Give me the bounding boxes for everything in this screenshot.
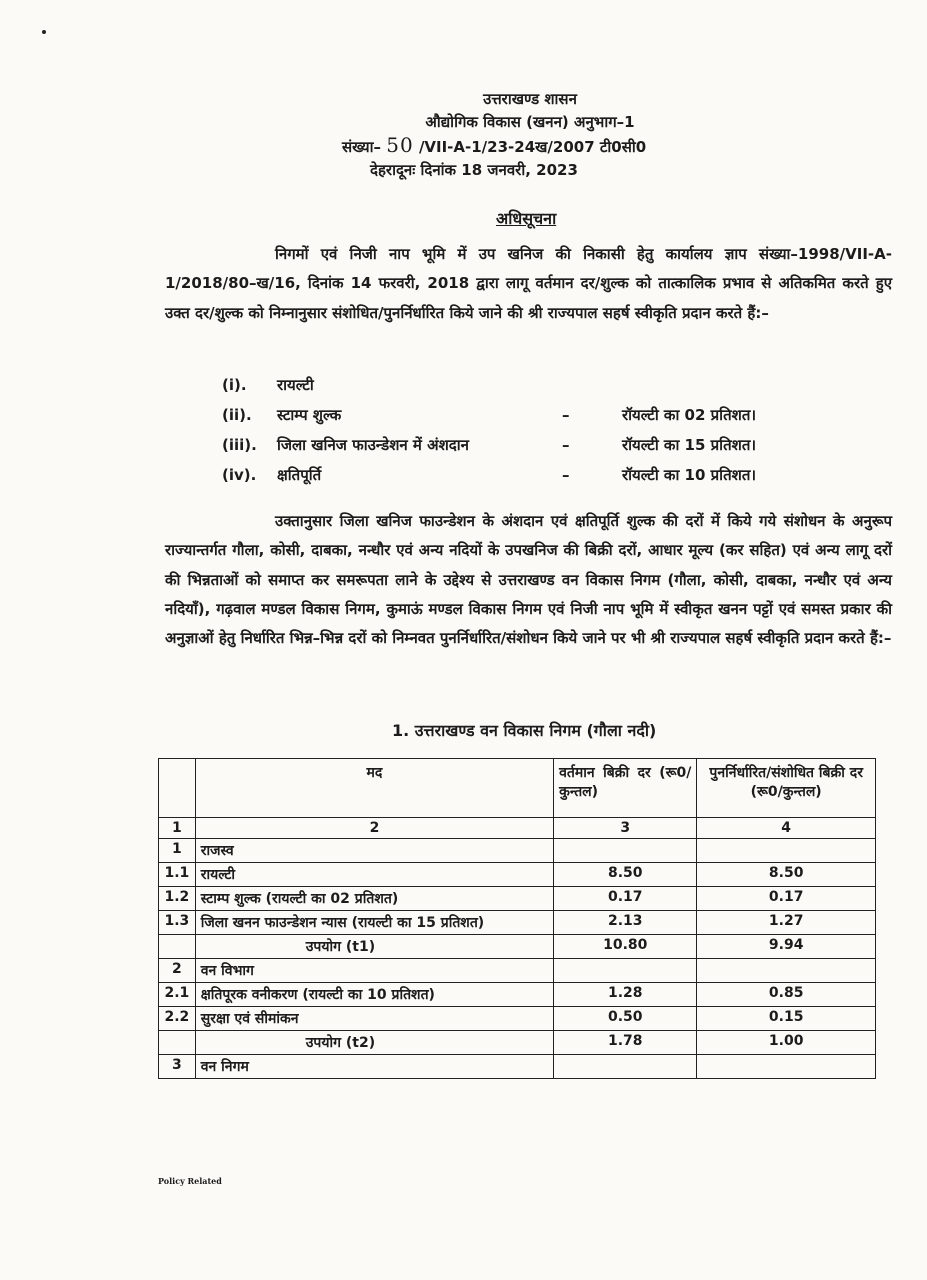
levy-label: स्टाम्प शुल्क (277, 406, 342, 424)
row-revised-rate: 0.15 (697, 1007, 876, 1031)
row-current-rate: 1.78 (554, 1031, 697, 1055)
levy-number: (ii). (222, 406, 252, 424)
header-item: मद (195, 759, 553, 818)
paragraph-2-text: उक्तानुसार जिला खनिज फाउन्डेशन के अंशदान एवं क्षतिपूर्ति शुल्क की दरों में किये गये संशोधन के अनुरूप राज्यान्तर्गत गौला, कोसी, दाबका, नन्धौर एवं अन्य नदियों के उपखनिज की बिक्री दरों, आधार मूल्य (कर सहित) एवं अन्य लागू दरों की भिन्नताओं को समाप्त कर समरूपता लाने के उद्देश्य से उत्तराखण्ड वन विकास निगम (गौला, कोसी, दाबका, नन्धौर एवं अन्य नदियाँ), गढ़वाल मण्डल विकास निगम, कुमाऊं मण्डल विकास निगम एवं निजी नाप भूमि में स्वीकृत खनन पट्टों एवं समस्त प्रकार की अनुज्ञाओं हेतु निर्धारित भिन्न–भिन्न दरों को निम्नवत पुनर्निर्धारित/संशोधन किये जाने पर भी श्री राज्यपाल सहर्ष स्वीकृति प्रदान करते हैं:– (165, 512, 892, 648)
paragraph-1 (165, 240, 892, 328)
table-row (159, 887, 876, 911)
row-sn: 1.1 (159, 863, 196, 887)
row-item: वन निगम (195, 1055, 553, 1079)
row-item: क्षतिपूरक वनीकरण (रायल्टी का 10 प्रतिशत) (195, 983, 553, 1007)
row-revised-rate (697, 839, 876, 863)
paragraph-2 (165, 507, 892, 653)
row-sn (159, 1031, 196, 1055)
row-item: रायल्टी (195, 863, 553, 887)
levy-number: (iii). (222, 436, 257, 454)
row-item: जिला खनन फाउन्डेशन न्यास (रायल्टी का 15 प्रतिशत) (195, 911, 553, 935)
reference-number (342, 134, 760, 159)
row-sn: 2 (159, 959, 196, 983)
row-current-rate: 8.50 (554, 863, 697, 887)
row-sn: 2.2 (159, 1007, 196, 1031)
department-name: औद्योगिक विकास (खनन) अनुभाग–1 (425, 113, 635, 131)
table-row (159, 863, 876, 887)
levy-number: (i). (222, 376, 247, 394)
row-current-rate (554, 1055, 697, 1079)
row-current-rate: 0.50 (554, 1007, 697, 1031)
table-colnum-row (159, 818, 876, 839)
place-date: देहरादूनः दिनांक 18 जनवरी, 2023 (370, 161, 578, 179)
table-row (159, 1031, 876, 1055)
row-current-rate: 10.80 (554, 935, 697, 959)
row-revised-rate (697, 1055, 876, 1079)
table-body (159, 839, 876, 1079)
government-name: उत्तराखण्ड शासन (483, 90, 577, 108)
row-revised-rate: 0.17 (697, 887, 876, 911)
table-row (159, 839, 876, 863)
colnum-2: 2 (195, 818, 553, 839)
levy-value: रॉयल्टी का 10 प्रतिशत। (622, 466, 757, 484)
header-current-rate: वर्तमान बिक्री दर (रू0/कुन्तल) (554, 759, 697, 818)
reference-rest: /VII-A-1/23-24ख/2007 टी0सी0 (418, 138, 647, 156)
notification-title: अधिसूचना (496, 209, 557, 228)
table-caption: 1. उत्तराखण्ड वन विकास निगम (गौला नदी) (392, 721, 657, 740)
row-item: उपयोग (t2) (195, 1031, 553, 1055)
levy-dash: – (562, 436, 570, 454)
row-revised-rate: 9.94 (697, 935, 876, 959)
footer-note: Policy Related (158, 1176, 222, 1186)
levy-value: रॉयल्टी का 02 प्रतिशत। (622, 406, 757, 424)
header-sn (159, 759, 196, 818)
row-current-rate: 1.28 (554, 983, 697, 1007)
row-current-rate (554, 959, 697, 983)
row-current-rate: 2.13 (554, 911, 697, 935)
reference-label: संख्या– (342, 138, 382, 156)
row-item: वन विभाग (195, 959, 553, 983)
row-sn: 2.1 (159, 983, 196, 1007)
row-item: राजस्व (195, 839, 553, 863)
table-header-row (159, 759, 876, 818)
table-row (159, 935, 876, 959)
row-sn: 3 (159, 1055, 196, 1079)
document-header (300, 88, 760, 182)
table-row (159, 959, 876, 983)
paragraph-1-text: निगमों एवं निजी नाप भूमि में उप खनिज की निकासी हेतु कार्यालय ज्ञाप संख्या–1998/VII-A-1/2018/80–ख/16, दिनांक 14 फरवरी, 2018 द्वारा लागू वर्तमान दर/शुल्क को तात्कालिक प्रभाव से अतिकमित करते हुए उक्त दर/शुल्क को निम्नानुसार संशोधित/पुनर्निर्धारित किये जाने की श्री राज्यपाल सहर्ष स्वीकृति प्रदान करते हैं:– (165, 245, 892, 322)
row-revised-rate: 1.00 (697, 1031, 876, 1055)
levy-label: रायल्टी (277, 376, 314, 394)
header-revised-rate: पुनर्निर्धारित/संशोधित बिक्री दर (रू0/कुन्तल) (697, 759, 876, 818)
row-item: स्टाम्प शुल्क (रायल्टी का 02 प्रतिशत) (195, 887, 553, 911)
levy-dash: – (562, 406, 570, 424)
colnum-3: 3 (554, 818, 697, 839)
levy-list (222, 370, 802, 490)
reference-handwritten-number: 50 (386, 133, 414, 157)
table-row (159, 1055, 876, 1079)
levy-item (222, 430, 802, 460)
row-sn: 1.3 (159, 911, 196, 935)
row-sn: 1 (159, 839, 196, 863)
row-revised-rate (697, 959, 876, 983)
levy-label: जिला खनिज फाउन्डेशन में अंशदान (277, 436, 469, 454)
colnum-4: 4 (697, 818, 876, 839)
levy-item (222, 460, 802, 490)
levy-item (222, 400, 802, 430)
table-row (159, 983, 876, 1007)
row-current-rate: 0.17 (554, 887, 697, 911)
row-item: सुरक्षा एवं सीमांकन (195, 1007, 553, 1031)
rates-table (158, 758, 876, 1079)
levy-label: क्षतिपूर्ति (277, 466, 322, 484)
levy-item (222, 370, 802, 400)
levy-value: रॉयल्टी का 15 प्रतिशत। (622, 436, 757, 454)
row-revised-rate: 0.85 (697, 983, 876, 1007)
row-sn: 1.2 (159, 887, 196, 911)
row-sn (159, 935, 196, 959)
row-revised-rate: 1.27 (697, 911, 876, 935)
table-row (159, 911, 876, 935)
levy-dash: – (562, 466, 570, 484)
colnum-1: 1 (159, 818, 196, 839)
table-row (159, 1007, 876, 1031)
levy-number: (iv). (222, 466, 257, 484)
scan-speck (42, 30, 46, 34)
row-current-rate (554, 839, 697, 863)
row-revised-rate: 8.50 (697, 863, 876, 887)
row-item: उपयोग (t1) (195, 935, 553, 959)
